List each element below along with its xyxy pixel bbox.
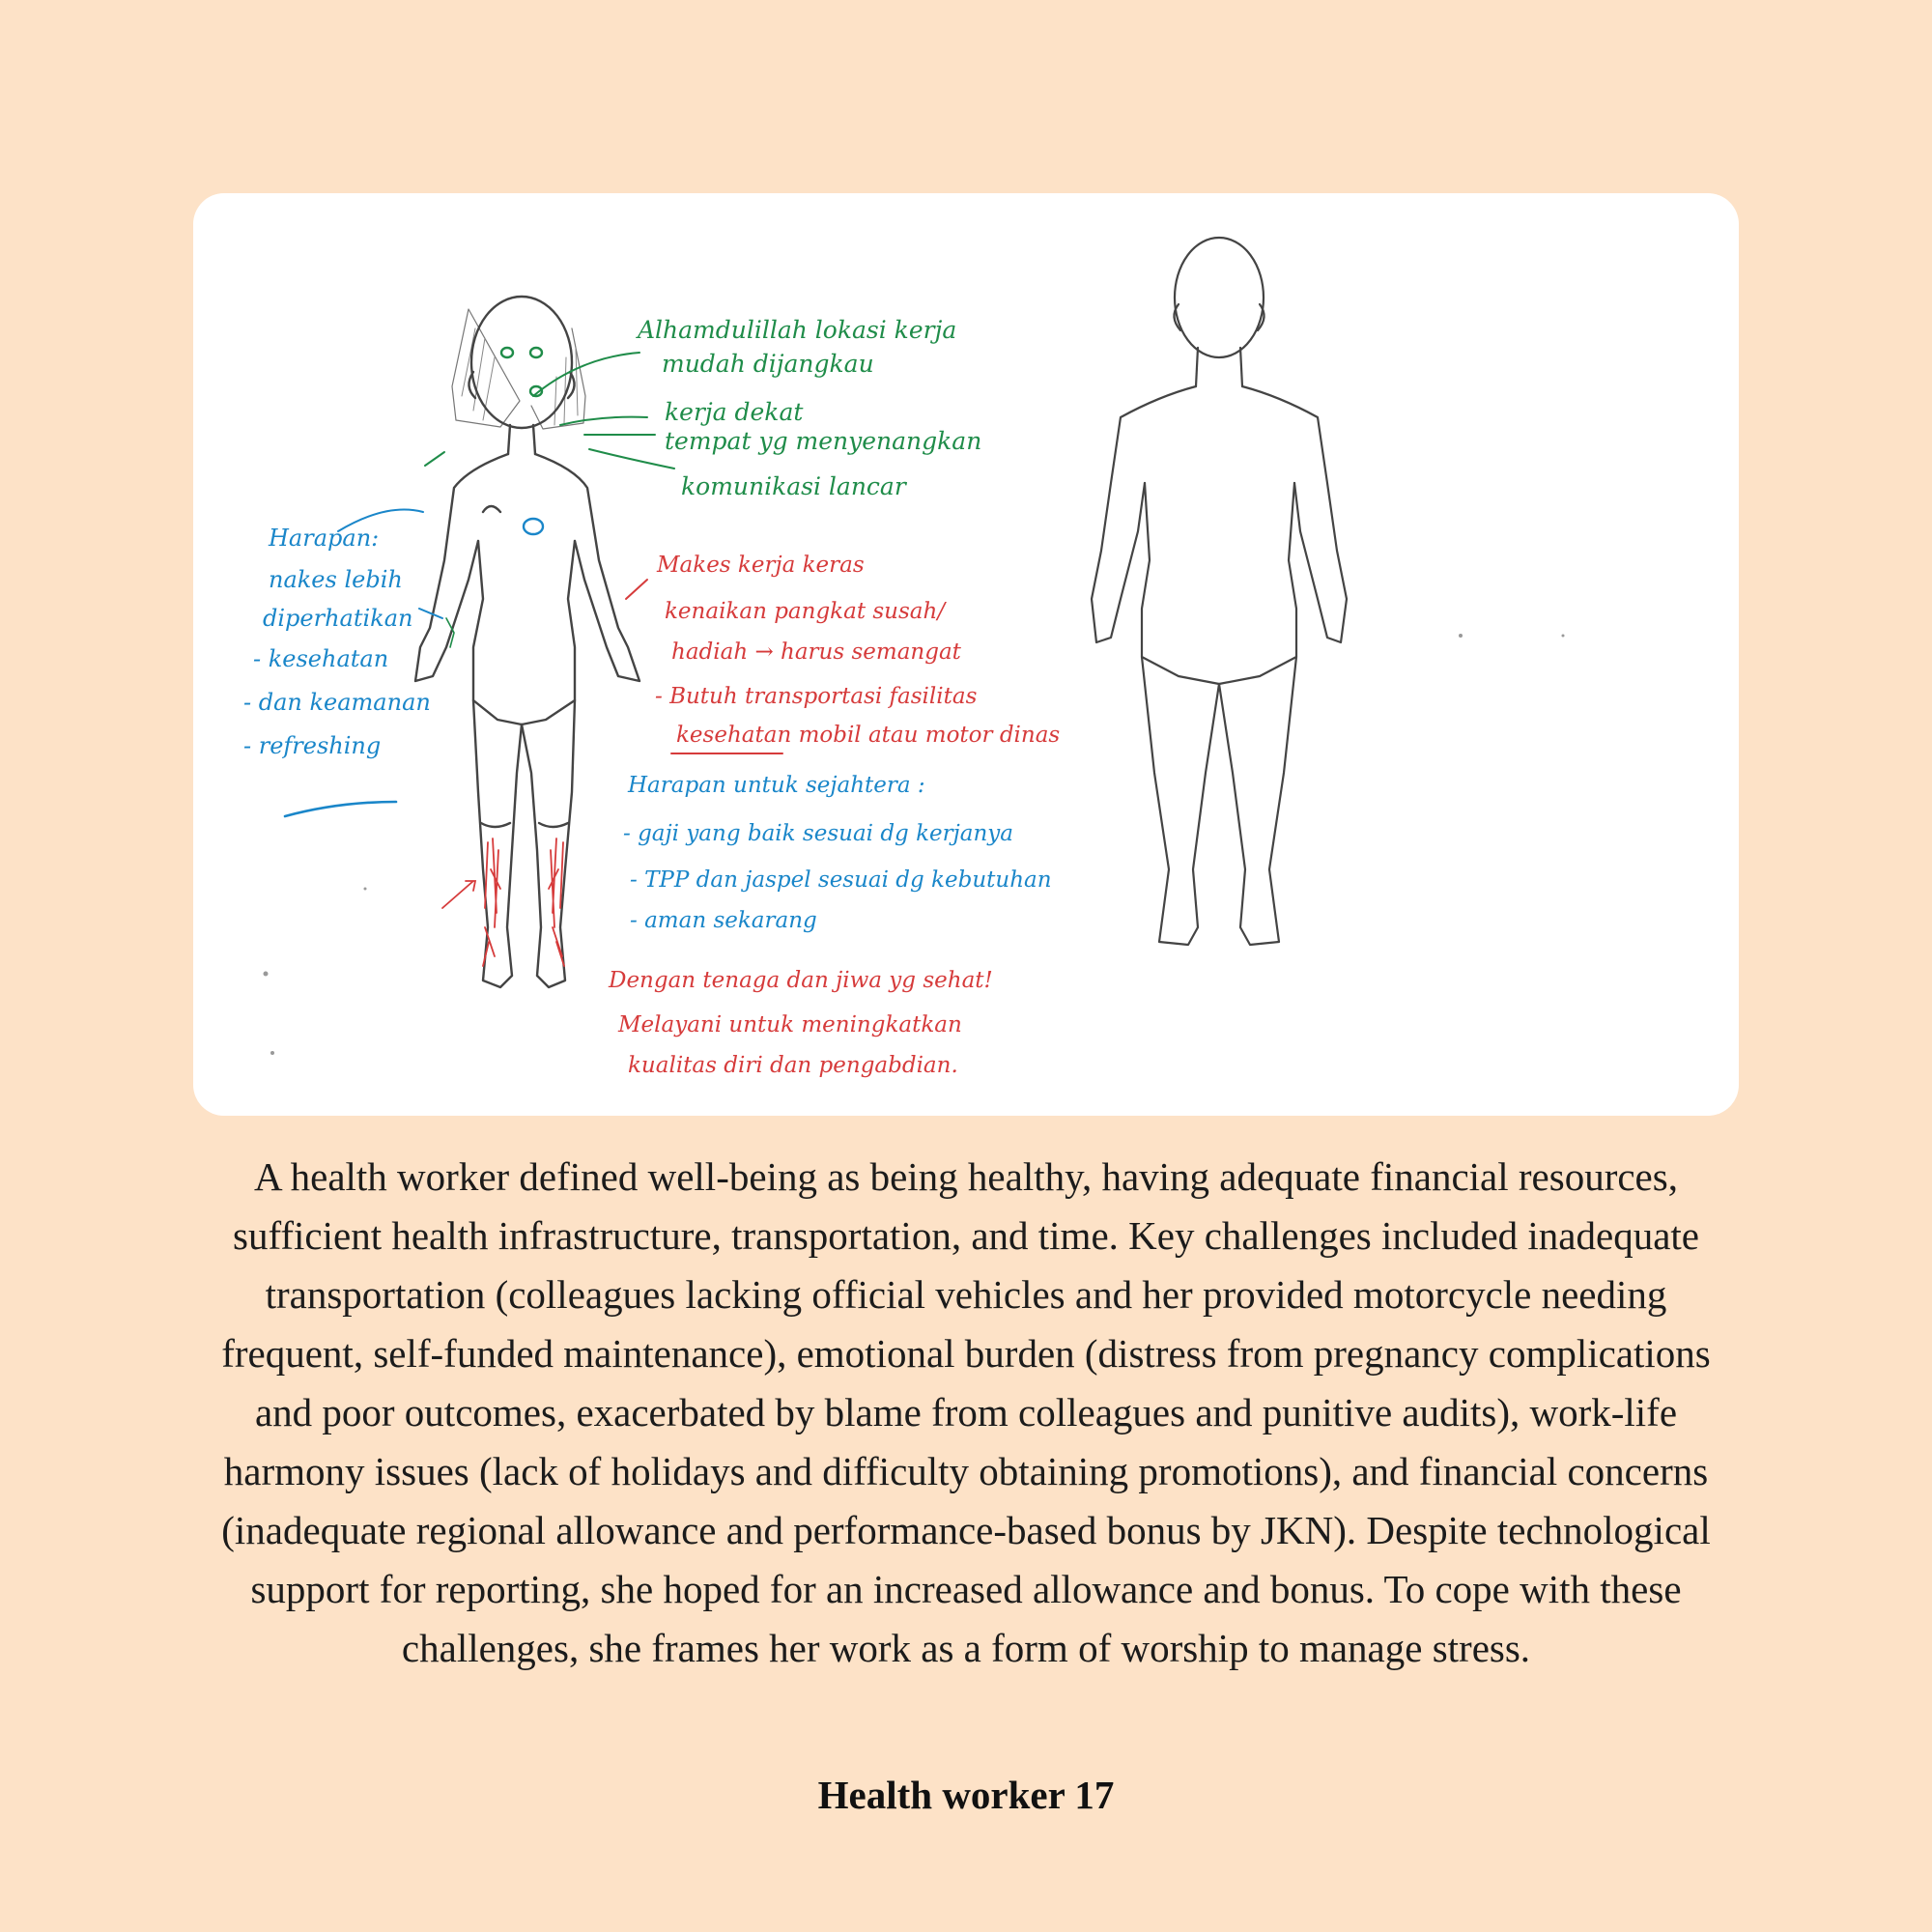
caption: Health worker 17 — [817, 1773, 1115, 1817]
red-note-1: Makes kerja keras — [657, 553, 865, 578]
red-notes — [655, 553, 1060, 748]
blue-hope-3: - TPP dan jaspel sesuai dg kebutuhan — [630, 867, 1052, 893]
red-closing-1: Dengan tenaga dan jiwa yg sehat! — [609, 968, 993, 993]
blue-note-3: diperhatikan — [263, 605, 413, 632]
leg-pain-markings — [442, 838, 564, 966]
blue-note-2: nakes lebih — [269, 566, 403, 593]
red-note-4: - Butuh transportasi fasilitas — [655, 684, 978, 709]
green-note-2: mudah dijangkau — [662, 350, 874, 378]
red-note-2: kenaikan pangkat susah/ — [665, 599, 946, 624]
red-closing-2: Melayani untuk meningkatkan — [618, 1012, 962, 1037]
right-figure — [1092, 238, 1347, 945]
red-closing — [608, 968, 993, 1078]
green-note-1: Alhamdulillah lokasi kerja — [638, 316, 957, 344]
drawing-card — [193, 193, 1739, 1116]
red-note-5: kesehatan mobil atau motor dinas — [676, 723, 1061, 748]
blue-hopes — [623, 773, 1052, 933]
blue-note-4: - kesehatan — [253, 645, 389, 672]
blue-notes — [243, 525, 431, 759]
blue-hope-4: - aman sekarang — [630, 908, 817, 933]
blue-note-5: - dan keamanan — [243, 689, 431, 716]
green-note-5: komunikasi lancar — [681, 472, 906, 500]
red-closing-3: kualitas diri dan pengabdian. — [628, 1053, 958, 1078]
blue-hope-2: - gaji yang baik sesuai dg kerjanya — [623, 821, 1013, 846]
left-figure — [415, 297, 639, 987]
red-note-3: hadiah → harus semangat — [671, 639, 961, 665]
blue-note-6: - refreshing — [243, 732, 382, 759]
blue-hope-1: Harapan untuk sejahtera : — [628, 773, 925, 798]
body-map-drawing — [193, 193, 1739, 1116]
green-note-4: tempat yg menyenangkan — [665, 427, 982, 455]
green-notes — [636, 316, 981, 500]
description-paragraph: A health worker defined well-being as being healthy, having adequate financial resources, sufficient health infrastructure, transportation, and time. Key challenges included inadequate transportation (colleagues lacking official vehicles and her provided motorcycle needing frequent, self-funded maintenance), emotional burden (distress from pregnancy complications and poor outcomes, exacerbated by blame from colleagues and punitive audits), work-life harmony issues (lack of holidays and difficulty obtaining promotions), and financial concerns (inadequate regional allowance and performance-based bonus by JKN). Despite technological support for reporting, she hoped for an increased allowance and bonus. To cope with these challenges, she frames her work as a form of worship to manage stress. — [221, 1154, 1711, 1670]
green-note-3: kerja dekat — [665, 398, 804, 426]
blue-note-1: Harapan: — [269, 525, 380, 552]
